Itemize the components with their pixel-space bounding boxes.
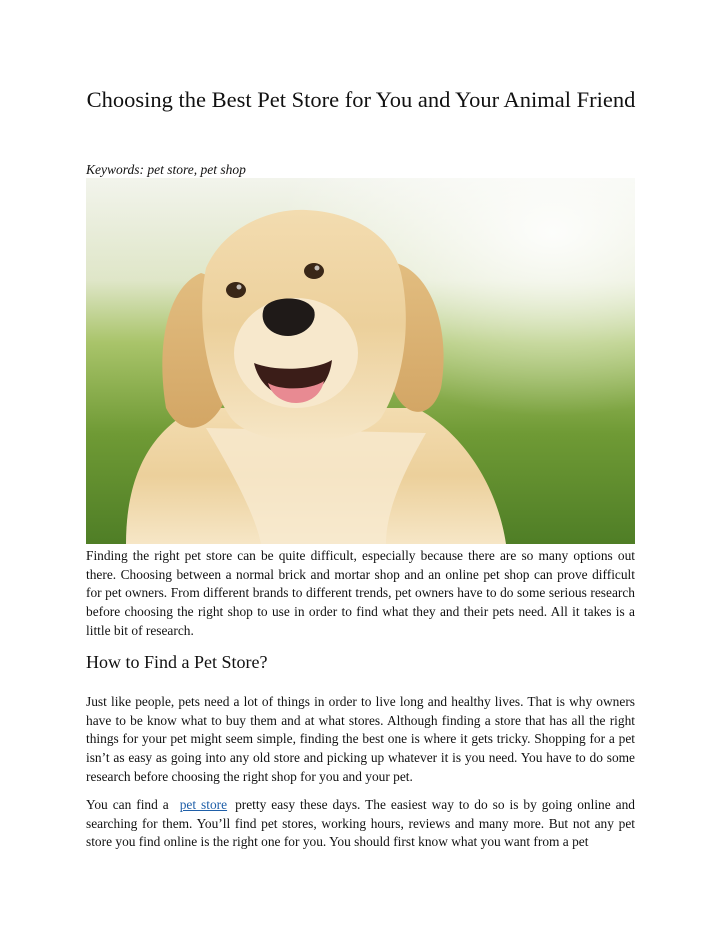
page-title: Choosing the Best Pet Store for You and Your Animal Friend — [86, 87, 636, 112]
intro-paragraph: Finding the right pet store can be quite difficult, especially because there are so many options out there. Choosing between a normal brick and mortar shop and an online pet shop can prove difficult for pet owners. From different brands to different trends, pet owners have to do some serious research before choosing the right shop to use in order to find what they and their pets need. All it takes is a little bit of research. — [86, 548, 635, 638]
last-paragraph — [86, 796, 635, 852]
section-heading: How to Find a Pet Store? — [86, 652, 268, 672]
last-paragraph-end: pretty easy these days. The easiest way to do so is by going online and searching for them. You’ll find pet stores, working hours, reviews and many more. But not any pet store you find online is the right one for you. You should first know what you want from a pet — [86, 797, 635, 850]
last-paragraph-start: You can find a — [86, 797, 169, 812]
pet-store-link[interactable]: pet store — [179, 797, 228, 812]
golden-retriever-illustration — [86, 178, 635, 544]
section-paragraph: Just like people, pets need a lot of things in order to live long and healthy lives. That is why owners have to be know what to buy them and at what stores. Although finding a store that has all the right things for your pet might seem simple, finding the best one is where it gets tricky. Shopping for a pet isn’t as easy as going into any old store and picking up whatever it is you need. You have to do some research before choosing the right shop for you and your pet. — [86, 694, 635, 784]
dog-photo — [86, 178, 635, 544]
keywords-line: Keywords: pet store, pet shop — [86, 162, 246, 177]
